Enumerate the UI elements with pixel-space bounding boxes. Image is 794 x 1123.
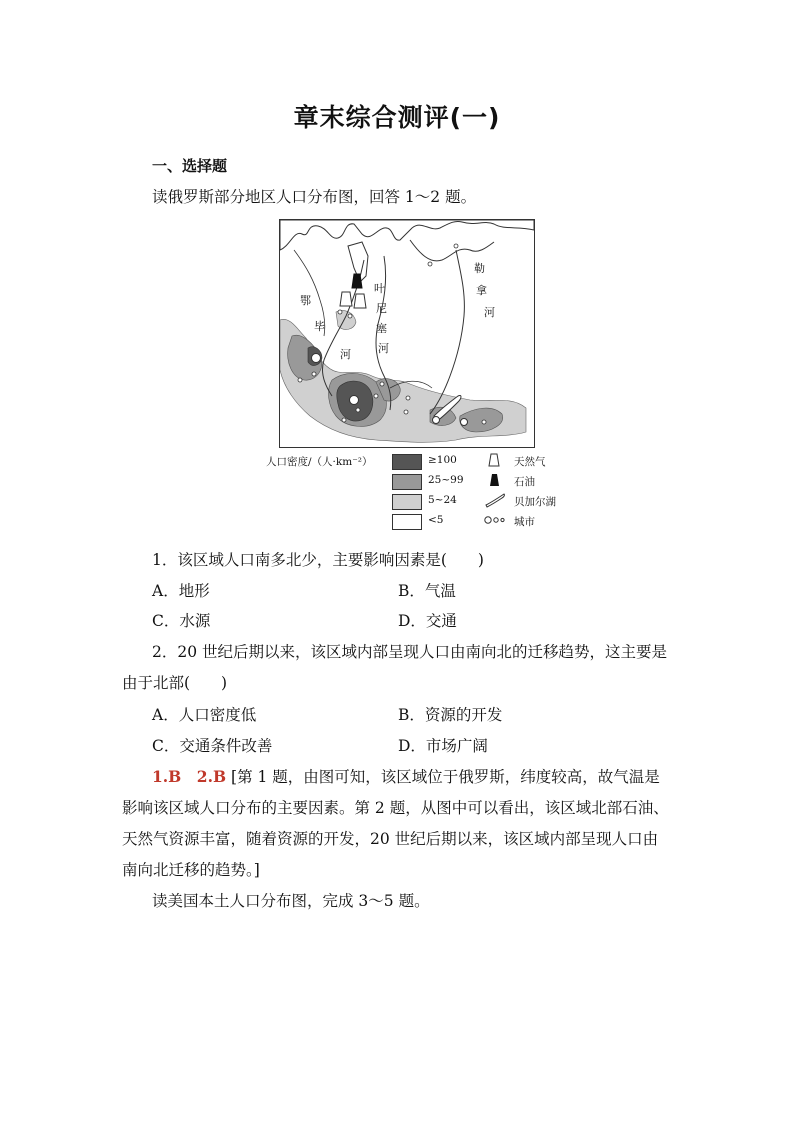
lena-river-label-1: 勒 (474, 262, 485, 275)
city-icon (433, 417, 440, 424)
page-title: 章末综合测评(一) (293, 103, 501, 132)
next-intro-text: 读美国本土人口分布图，完成 3～5 题。 (152, 892, 430, 910)
yenisei-river-label-2: 尼 (376, 302, 387, 315)
ob-river-label-1: 鄂 (300, 294, 311, 307)
city-icon (312, 372, 316, 376)
gas-icon (354, 294, 366, 308)
oil-icon (484, 472, 506, 488)
oil-icon (352, 274, 362, 288)
map-legend (262, 452, 582, 534)
question-2-option-b: B．资源的开发 (398, 706, 503, 724)
question-2-stem-line2: 由于北部( ) (122, 674, 228, 692)
legend-title: 人口密度/（人·km⁻²） (266, 456, 373, 468)
legend-label-lake: 贝加尔湖 (514, 496, 556, 508)
lena-river (430, 250, 464, 414)
city-icon (461, 419, 468, 426)
city-icon (380, 382, 384, 386)
legend-label-25-99: 25~99 (428, 474, 464, 486)
answer-line-1 (152, 765, 660, 787)
yenisei-river-label-1: 叶 (374, 282, 385, 295)
city-icon (428, 262, 432, 266)
question-1-option-c: C．水源 (152, 612, 211, 630)
city-icon (338, 310, 342, 314)
answer-explanation-1: [第 1 题，由图可知，该区域位于俄罗斯，纬度较高，故气温是 (231, 768, 660, 786)
city-icon (312, 354, 321, 363)
legend-label-under-5: <5 (428, 514, 444, 526)
city-icon (350, 396, 359, 405)
yenisei-river-label-3: 塞 (376, 322, 387, 335)
gas-icon (340, 292, 352, 306)
section-heading: 一、选择题 (152, 157, 228, 175)
ob-river-label-3: 河 (340, 348, 351, 361)
lake-icon (484, 492, 506, 508)
question-2-stem-line1: 2．20 世纪后期以来，该区域内部呈现人口由南向北的迁移趋势，这主要是 (152, 643, 668, 661)
city-icon (356, 408, 360, 412)
question-2-option-d: D．市场广阔 (398, 737, 488, 755)
city-icon (454, 244, 458, 248)
city-icon (482, 420, 486, 424)
legend-label-5-24: 5~24 (428, 494, 457, 506)
city-icon (406, 396, 410, 400)
legend-swatch-100-plus (392, 454, 422, 470)
answer-keys: 1.B 2.B (152, 767, 227, 786)
question-1-option-b: B．气温 (398, 582, 456, 600)
question-1-option-d: D．交通 (398, 612, 457, 630)
northern-coastline (280, 220, 534, 250)
yenisei-river-label-4: 河 (378, 342, 389, 355)
lena-river-label-2: 拿 (476, 284, 487, 297)
legend-swatch-under-5 (392, 514, 422, 530)
answer-line-4: 南向北迁移的趋势。] (122, 861, 260, 879)
question-2-option-c: C．交通条件改善 (152, 737, 273, 755)
gas-icon (484, 452, 506, 468)
legend-swatch-5-24 (392, 494, 422, 510)
question-2-option-a: A．人口密度低 (152, 706, 257, 724)
city-icon (484, 512, 506, 528)
city-icon (348, 314, 352, 318)
taymyr-coast (410, 240, 494, 261)
map-drawing (280, 220, 534, 447)
city-icon (342, 418, 346, 422)
answer-line-3: 天然气资源丰富，随着资源的开发，20 世纪后期以来，该区域内部呈现人口由 (122, 830, 659, 848)
legend-swatch-25-99 (392, 474, 422, 490)
ob-river-label-2: 毕 (314, 320, 325, 333)
russia-population-map (279, 219, 535, 448)
city-icon (374, 394, 378, 398)
question-1-option-a: A．地形 (152, 582, 210, 600)
legend-label-100-plus: ≥100 (428, 454, 457, 466)
legend-label-gas: 天然气 (514, 456, 546, 468)
legend-label-city: 城市 (514, 516, 535, 528)
answer-line-2: 影响该区域人口分布的主要因素。第 2 题，从图中可以看出，该区域北部石油、 (122, 799, 669, 817)
map-intro-text: 读俄罗斯部分地区人口分布图，回答 1～2 题。 (152, 188, 477, 206)
city-icon (404, 410, 408, 414)
lena-river-label-3: 河 (484, 306, 495, 319)
legend-label-oil: 石油 (514, 476, 535, 488)
question-1-stem: 1．该区域人口南多北少，主要影响因素是( ) (152, 551, 484, 569)
city-icon (298, 378, 302, 382)
